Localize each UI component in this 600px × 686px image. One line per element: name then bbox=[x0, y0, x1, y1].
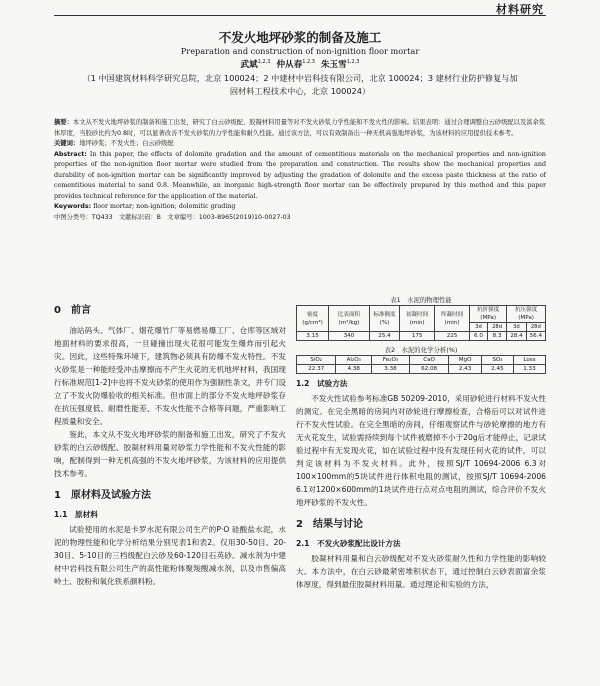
table-header-cell: 比表面积(m²/kg) bbox=[329, 306, 370, 332]
table-header-cell: Al₂O₃ bbox=[336, 356, 372, 365]
abstract-block bbox=[54, 118, 546, 223]
table-header-cell: Fe₂O₃ bbox=[372, 356, 410, 365]
table-header-cell: 28d bbox=[487, 323, 506, 332]
table-header-cell: 标准稠度(%) bbox=[369, 306, 399, 332]
author-name: 武斌 bbox=[240, 60, 258, 70]
section-tag: 材料研究 bbox=[496, 3, 544, 16]
author-sup: 1,2,3 bbox=[302, 59, 315, 66]
author-sup: 1,2,3 bbox=[257, 59, 271, 66]
table-header-cell: 3d bbox=[470, 323, 488, 332]
table-header-cell: 终凝时间(min) bbox=[435, 306, 470, 332]
table-header-cell: 抗压强度(MPa) bbox=[507, 306, 546, 323]
keywords-en-text: floor mortar; non-ignition; dolomitic grading bbox=[93, 203, 236, 210]
paragraph: 不发火性试验参考标准GB 50209-2010，采用砂轮进行材料不发火性的测定。在完全黑暗的房间内对砂轮进行摩擦检查，合格后可以对试件进行不发火性试验。在完全黑暗的房间，仔细观察试件与砂轮摩擦的地方有无火花发生，试验需持续到每个试件被磨掉不小于20g后才能停止，记录试验过程中有无发现火花，如在试验过程中没有发现任何火花的试件，可以判定该材料为不发火材料。此外，按照SJ/T 10694-2006 6.3对100×100mm的5块试件进行体积电阻的测试，按照SJ/T 10694-2006 6.1对1200×600mm的1块试件进行点对点电阻的测试，综合评价不发火地坪砂浆的不发火性。 bbox=[296, 394, 546, 507]
table-header-cell: 3d bbox=[507, 323, 526, 332]
subsection-heading: 1.2 试验方法 bbox=[296, 379, 348, 388]
abstract-zh-label: 摘要： bbox=[54, 119, 73, 126]
subsection-heading: 2.1 不发火砂浆配比设计方法 bbox=[296, 539, 401, 548]
abstract-en bbox=[54, 150, 546, 203]
paragraph: 胶凝材料用量和白云砂级配对不发火砂浆耐久性和力学性能的影响较大。本方法中，在白云砂最紧密堆积状态下，通过控制白云砂表面富余浆体厚度，得到最佳胶凝材料用量。通过理论和实验的方法， bbox=[296, 554, 546, 589]
table-header-cell: 初凝时间(min) bbox=[400, 306, 435, 332]
table-cell: 28.4 bbox=[507, 332, 526, 341]
paragraph: 鉴此，本文从不发火地坪砂浆的制备和施工出发，研究了不发火砂浆的白云砂级配、胶凝材料用量对砂浆力学性能和不发火性能的影响，配制得到一种无机高强的不发火地坪砂浆，为该材料的应用提供技术参考。 bbox=[54, 430, 286, 478]
table-cell: 3.15 bbox=[297, 332, 329, 341]
abstract-zh bbox=[54, 118, 546, 139]
table-cell: 25.4 bbox=[369, 332, 399, 341]
keywords-en-label: Keywords: bbox=[54, 203, 92, 210]
author-name: 仲从春 bbox=[276, 60, 303, 70]
table-cell: 8.3 bbox=[487, 332, 506, 341]
abstract-en-label: Abstract: bbox=[54, 150, 87, 158]
abstract-zh-text: 本文从不发火地坪砂浆的制备和施工出发，研究了白云砂级配、胶凝材料用量等对不发火砂浆力学性能和不发火性的影响。结果表明：通过合理调整白云砂级配以及富余浆体厚度，当胶砂比约为0.8时，可以显著改善不发火砂浆的力学性能和耐久性能。通过该方法，可以有效制备出一种无机高强地坪砂浆，为该材料的应用提供技术参考。 bbox=[54, 119, 546, 137]
section-heading: 0 前言 bbox=[54, 305, 91, 316]
keywords-zh-label: 关键词： bbox=[54, 140, 80, 147]
table-header-cell: CaO bbox=[409, 356, 448, 365]
table-header-cell: Loss bbox=[513, 356, 545, 365]
keywords-zh bbox=[54, 139, 546, 150]
table-cell: 2.43 bbox=[449, 365, 482, 374]
table-row bbox=[297, 365, 546, 374]
section-heading: 1 原材料及试验方法 bbox=[54, 490, 151, 501]
abstract-en-text: In this paper, the effects of dolomite gradation and the amount of cementitious materials on the mechanical properties and non-ignition properties of the non-ignition floor mortar were studied from the preparation and construction. The results show the mechanical properties and durability of non-ignition mortar can be significantly improved by adjusting the gradation of dolomite and the excess paste thickness at the ratio of cementitious material to sand 0.8. Meanwhile, an inorganic high-strength floor mortar can be effectively prepared by this method and this paper provides technical reference for the application of the material. bbox=[54, 150, 546, 200]
paper-title: 不发火地坪砂浆的制备及施工 bbox=[218, 30, 382, 45]
table-cell: 6.0 bbox=[470, 332, 488, 341]
table-cell: 56.4 bbox=[526, 332, 545, 341]
table-caption: 表1 水泥的物理性能 bbox=[390, 296, 452, 304]
table-header-row bbox=[297, 356, 546, 365]
section-heading: 2 结果与讨论 bbox=[296, 519, 363, 530]
paragraph: 试验使用的水泥是卡罗水泥有限公司生产的P·O 硅酸盐水泥，水泥的物理性能和化学分析结果分别见表1和表2。仅用30-50目、20-30目、5-10目的三档级配白云砂及60-120目石英砂。减水剂为中建材中岩科技有限公司生产的高性能粉体聚羧酸减水剂，以及市售偏高岭土、胶粉和氧化铁系颜料粉。 bbox=[54, 525, 286, 586]
table-header-cell: SiO₂ bbox=[297, 356, 336, 365]
author-list bbox=[0, 58, 600, 70]
subsection-heading: 1.1 原材料 bbox=[54, 510, 98, 519]
table-header-row bbox=[297, 306, 546, 323]
table-header-cell: 密度(g/cm³) bbox=[297, 306, 329, 332]
table-header-cell: 28d bbox=[526, 323, 545, 332]
cement-physical-table bbox=[296, 305, 546, 341]
table-cell: 2.45 bbox=[481, 365, 513, 374]
table-header-cell: MgO bbox=[449, 356, 482, 365]
cement-chemical-table bbox=[296, 355, 546, 374]
table-cell: 175 bbox=[400, 332, 435, 341]
table-cell: 225 bbox=[435, 332, 470, 341]
classification-line: 中图分类号：TQ433 文献标识码：B 文章编号：1003-8965(2019)10-0027-03 bbox=[54, 213, 291, 221]
right-column bbox=[296, 295, 546, 591]
table-cell: 340 bbox=[329, 332, 370, 341]
table-cell: 3.38 bbox=[372, 365, 410, 374]
table-header-cell: 抗折强度(MPa) bbox=[470, 306, 507, 323]
table-cell: 62.08 bbox=[409, 365, 448, 374]
table-caption: 表2 水泥的化学分析(%) bbox=[384, 346, 458, 354]
table-cell: 22.37 bbox=[297, 365, 336, 374]
table-header-cell: SO₃ bbox=[481, 356, 513, 365]
header-rule bbox=[54, 0, 546, 16]
author-name: 朱玉雪 bbox=[320, 60, 347, 70]
keywords-en bbox=[54, 202, 546, 213]
keywords-zh-text: 地坪砂浆；不发火性；白云砂级配 bbox=[79, 140, 174, 147]
left-column bbox=[54, 295, 286, 588]
paragraph: 油站码头、气体厂、烟花爆竹厂等易燃易爆工厂、仓库等区域对地面材料的要求很高，一旦碰撞出现火花很可能发生爆炸而引起火灾。因此，这些特殊环境下，建筑物必须具有防爆不发火特性。不发火砂浆是一种能经受冲击摩擦而不产生火花的无机地坪材料，我国现行标准规范[1-2]中也将不发火砂浆的使用作为强制性条文，并专门设立了不发火防爆验收的相关标准。但市面上的部分不发火地坪砂浆存在抗压强度低、耐磨性能差、不发火性能不合格等问题，严重影响工程质量和安全。 bbox=[54, 326, 286, 426]
author-sup: 1,2,3 bbox=[346, 59, 360, 66]
table-cell: 1.33 bbox=[513, 365, 545, 374]
paper-title-en: Preparation and construction of non-ignition floor mortar bbox=[180, 46, 420, 56]
table-row bbox=[297, 332, 546, 341]
table-cell: 4.38 bbox=[336, 365, 372, 374]
affiliation: （1 中国建筑材料科学研究总院，北京 100024；2 中建材中岩科技有限公司，北京 100024；3 建材行业防护修复与加固材料工程技术中心，北京 100024） bbox=[82, 73, 518, 96]
